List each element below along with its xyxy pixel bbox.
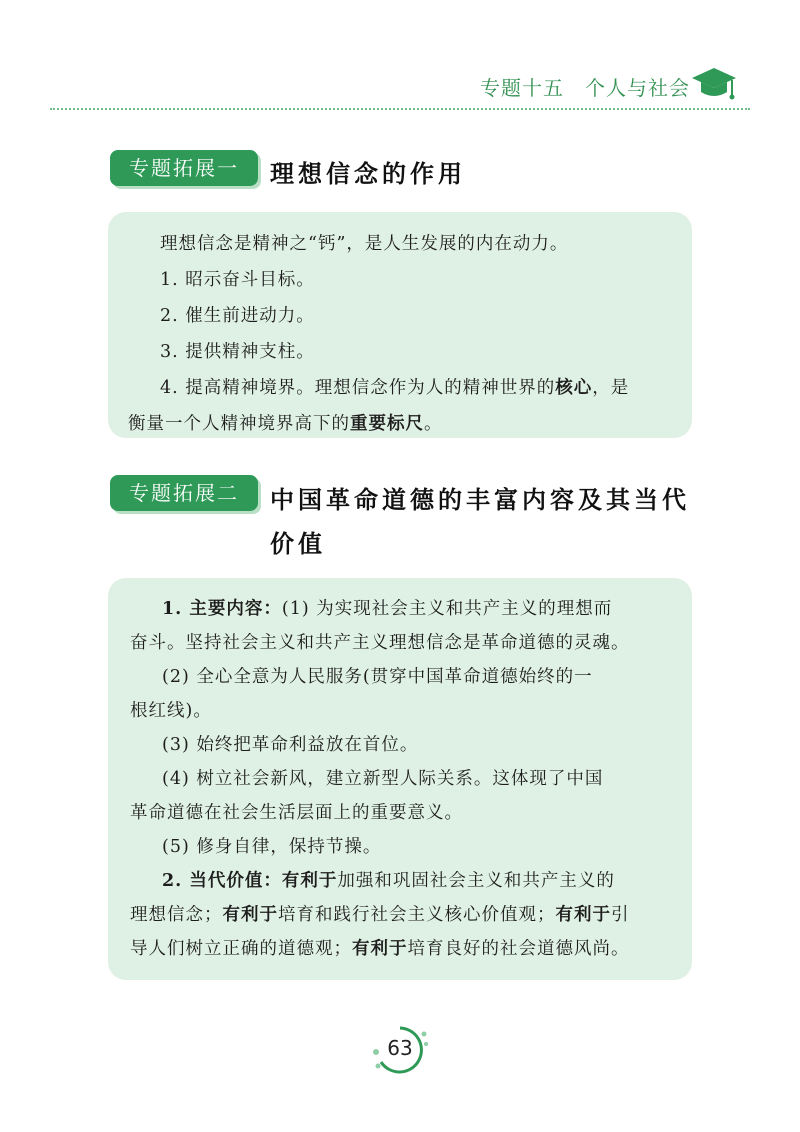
value-label: 2. 当代价值： (162, 871, 282, 891)
section1-box (108, 212, 692, 438)
value-line-2 (130, 898, 670, 932)
main-p2a: (2) 全心全意为人民服务(贯穿中国革命道德始终的一 (162, 667, 593, 687)
main-p4b: 革命道德在社会生活层面上的重要意义。 (130, 803, 463, 823)
value-line-1 (130, 864, 670, 898)
header-divider (50, 108, 750, 110)
main-p4a: (4) 树立社会新风，建立新型人际关系。这体现了中国 (162, 769, 604, 789)
chapter-title: 专题十五 个人与社会 (480, 76, 690, 100)
graduation-cap-icon (690, 64, 738, 106)
main-p5: (5) 修身自律，保持节操。 (162, 837, 382, 857)
value-text-5: 导人们树立正确的道德观； (130, 939, 352, 959)
value-text-4: 引 (611, 905, 630, 925)
item4-text-f: 。 (424, 414, 443, 434)
value-bold-4: 有利于 (352, 939, 408, 959)
value-text-3: 培育和践行社会主义核心价值观； (278, 905, 556, 925)
value-text-2: 理想信念； (130, 905, 223, 925)
item4-bold-ruler: 重要标尺 (350, 414, 424, 434)
main-p1b: 奋斗。坚持社会主义和共产主义理想信念是革命道德的灵魂。 (130, 633, 630, 653)
value-line-3 (130, 932, 670, 966)
page-number: 63 (387, 1036, 413, 1060)
section2-title-line2: 价值 (270, 530, 326, 558)
section2-title-line1: 中国革命道德的丰富内容及其当代 (270, 486, 690, 514)
section2-title (270, 478, 690, 566)
section2-badge: 专题拓展二 (110, 475, 258, 511)
main-p3: (3) 始终把革命利益放在首位。 (162, 735, 419, 755)
section2-box (108, 578, 692, 980)
section1-title: 理想信念的作用 (270, 160, 466, 188)
section1-item-4 (160, 370, 672, 406)
value-text-6: 培育良好的社会道德风尚。 (407, 939, 630, 959)
section2-main-1 (130, 592, 670, 626)
item4-text-a: 4. 提高精神境界。理想信念作为人的精神世界的 (160, 378, 556, 398)
section1-intro: 理想信念是精神之“钙”，是人生发展的内在动力。 (160, 234, 569, 254)
section1-item-2: 2. 催生前进动力。 (160, 306, 315, 326)
section1-badge: 专题拓展一 (110, 150, 258, 186)
main-content-label: 1. 主要内容： (162, 599, 282, 619)
section1-item-3: 3. 提供精神支柱。 (160, 342, 315, 362)
value-bold-3: 有利于 (555, 905, 611, 925)
main-p1a: (1) 为实现社会主义和共产主义的理想而 (281, 599, 613, 619)
value-text-1: 加强和巩固社会主义和共产主义的 (337, 871, 615, 891)
main-p2b: 根红线)。 (130, 701, 212, 721)
section1-item-1: 1. 昭示奋斗目标。 (160, 270, 315, 290)
page-header (0, 60, 800, 112)
item4-text-c: ，是 (592, 378, 630, 398)
item4-bold-core: 核心 (555, 378, 593, 398)
value-bold-2: 有利于 (222, 905, 278, 925)
value-bold-1: 有利于 (281, 871, 338, 891)
item4-text-d: 衡量一个人精神境界高下的 (128, 414, 350, 434)
section1-item-4-cont (128, 406, 672, 442)
